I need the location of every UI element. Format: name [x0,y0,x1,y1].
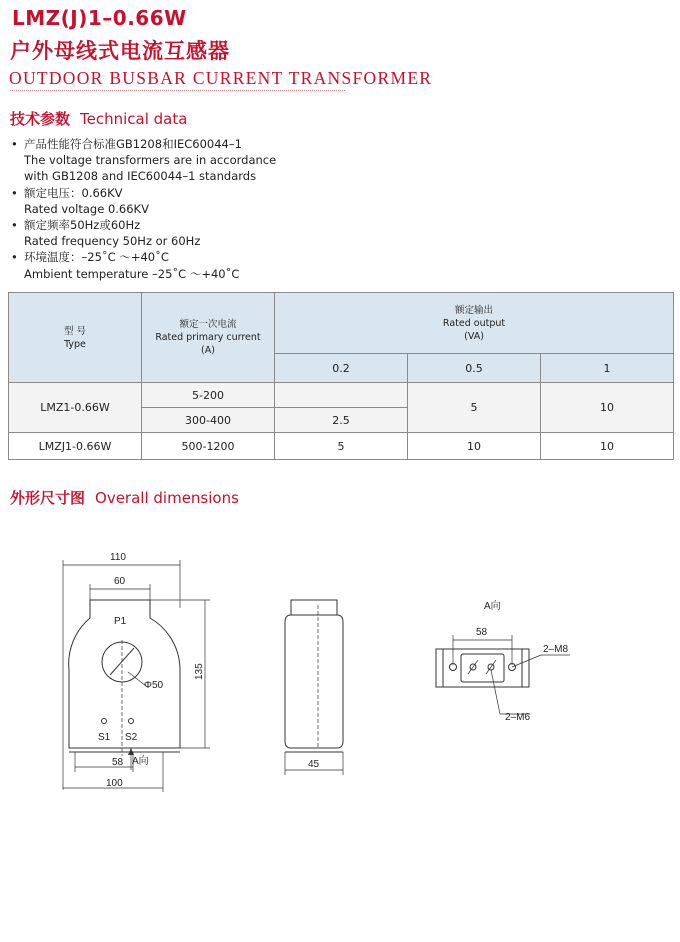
spec-line: 额定频率50Hz或60Hz [24,218,141,233]
terminal-p1-label: P1 [114,616,127,627]
side-body-outline [285,615,343,748]
side-top-block [291,600,337,615]
dim-60-label: 60 [114,576,126,587]
dimensions-heading-cn: 外形尺寸图 [10,489,86,507]
spec-line: 产品性能符合标准GB1208和IEC60044–1 [24,137,242,151]
header-type-en: Type [64,338,86,350]
spec-line: 环境温度：–25˚C ～+40˚C [24,250,169,265]
dim-58-label: 58 [112,757,124,768]
header-output-cn: 额定输出 [455,304,494,316]
product-title-cn: 户外母线式电流互感器 [10,39,230,63]
header-class-0-5: 0.5 [408,354,541,383]
cell-type-lmz1: LMZ1-0.66W [9,383,142,433]
cell-current: 5-200 [142,383,275,408]
terminal-s2-dot [129,719,134,724]
cell-current: 300-400 [142,408,275,433]
bolt-m8-label: 2–M8 [543,644,569,655]
view-a-dim-58-label: 58 [476,627,488,638]
cell-current: 500-1200 [142,433,275,460]
spec-line: 额定电压：0.66KV [24,185,123,200]
side-view [285,600,343,775]
bullet: • [11,250,18,265]
header-output-en: Rated output [442,317,506,329]
dimensions-heading-en: Overall dimensions [95,489,239,507]
cell-output-0-5: 5 [408,383,541,433]
dim-100-label: 100 [106,778,123,789]
header-output-unit: (VA) [464,330,484,342]
cell-output-1: 10 [541,433,674,460]
terminal-s1-dot [102,719,107,724]
spec-line: with GB1208 and IEC60044–1 standards [24,169,257,184]
view-a-label: A向 [484,601,501,612]
model-title: LMZ(J)1–0.66W [12,6,187,30]
header-class-0-2: 0.2 [275,354,408,383]
header-current-en: Rated primary current [155,332,261,343]
bullet: • [11,185,18,200]
view-a-terminal-box [461,654,504,682]
technical-data-heading-cn: 技术参数 [10,110,71,128]
terminal-s2-label: S2 [125,732,138,743]
spec-line: Ambient temperature –25˚C ～+40˚C [24,266,240,281]
bullet: • [11,137,18,151]
bolt-m6-label: 2–M6 [505,712,531,723]
header-class-1: 1 [541,354,674,383]
product-title-en: OUTDOOR BUSBAR CURRENT TRANSFORMER [9,68,433,88]
hole-diameter-label: Φ50 [144,680,164,691]
spec-line: The voltage transformers are in accordance [24,153,277,168]
header-current-cn: 额定一次电流 [179,319,237,330]
view-a-arrow-label: A向 [132,756,149,767]
m6-leader [491,670,500,714]
bullet: • [11,218,18,233]
dim-135-label: 135 [194,663,205,680]
spec-line: Rated voltage 0.66KV [24,201,149,216]
header-type-cn: 型 号 [63,325,87,337]
spec-line: Rated frequency 50Hz or 60Hz [24,234,201,249]
dim-45-label: 45 [308,759,320,770]
header-current-unit: (A) [201,345,215,356]
cell-output-0-5: 10 [408,433,541,460]
technical-data-heading-en: Technical data [80,110,188,128]
cell-output-0-2: 5 [275,433,408,460]
dim-110-label: 110 [110,552,126,563]
terminal-s1-label: S1 [98,732,111,743]
cell-output-0-2: 2.5 [275,408,408,433]
cell-type-lmzj1: LMZJ1-0.66W [9,433,142,460]
cell-output-1: 10 [541,383,674,433]
m8-leader [512,655,541,667]
